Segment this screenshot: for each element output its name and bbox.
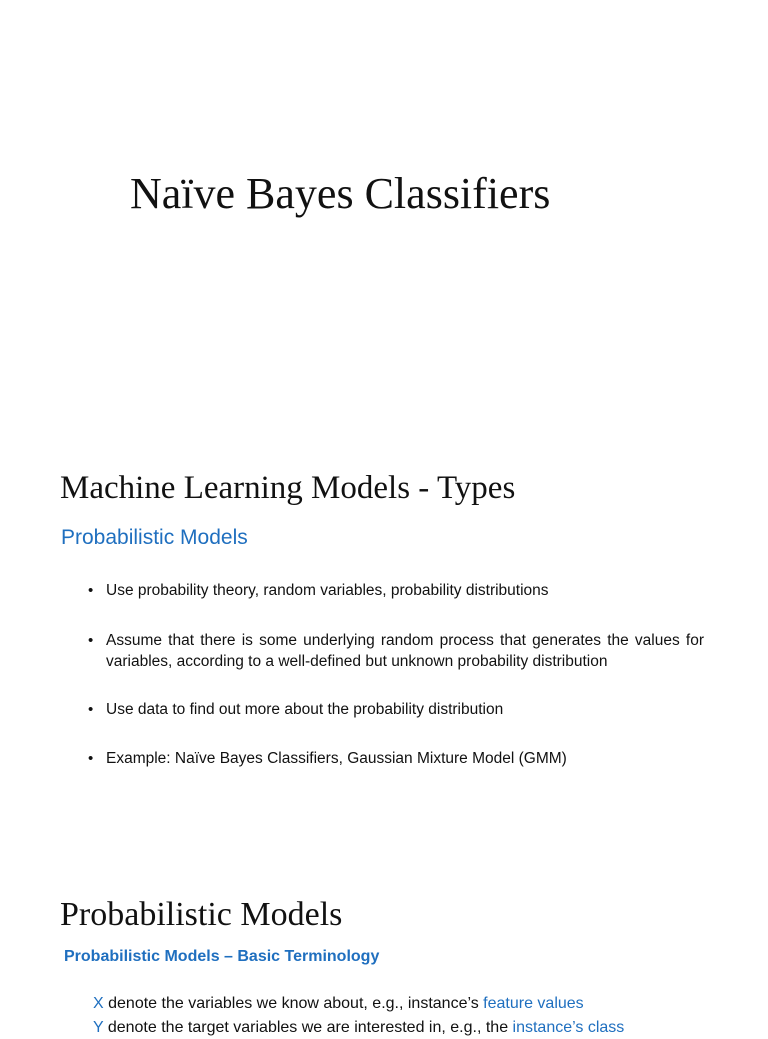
bullet-text: Use probability theory, random variables, probability distributions xyxy=(106,582,549,599)
slide-heading: Probabilistic Models xyxy=(60,896,343,933)
bullet-item xyxy=(88,699,704,720)
terminology-line-y xyxy=(93,1017,624,1039)
terminology-highlight: feature values xyxy=(483,995,584,1012)
slide-probabilistic-models xyxy=(0,864,768,1036)
bullet-item xyxy=(88,580,704,601)
bullet-icon: • xyxy=(88,582,94,599)
terminology-line-x xyxy=(93,993,584,1015)
terminology-text: denote the target variables we are interested in, e.g., the xyxy=(103,1019,513,1036)
variable-symbol: X xyxy=(93,995,104,1012)
bullet-text: Example: Naïve Bayes Classifiers, Gaussian Mixture Model (GMM) xyxy=(106,750,567,767)
terminology-text: denote the variables we know about, e.g., instance’s xyxy=(103,995,484,1012)
section-subtitle: Probabilistic Models – Basic Terminology xyxy=(64,948,380,965)
bullet-item xyxy=(88,630,704,672)
bullet-text: Use data to find out more about the probability distribution xyxy=(106,701,504,718)
slide-title xyxy=(0,0,768,432)
section-subtitle: Probabilistic Models xyxy=(61,526,248,549)
slide-ml-model-types xyxy=(0,432,768,864)
bullet-item xyxy=(88,748,704,769)
bullet-icon: • xyxy=(88,701,94,718)
bullet-list xyxy=(88,580,704,798)
bullet-text: Assume that there is some underlying random process that generates the values for variables, according to a well-defined but unknown probability distribution xyxy=(106,632,704,670)
bullet-icon: • xyxy=(88,632,94,649)
variable-symbol: Y xyxy=(93,1019,104,1036)
presentation-title: Naïve Bayes Classifiers xyxy=(130,169,551,218)
terminology-highlight: instance’s class xyxy=(512,1019,625,1036)
bullet-icon: • xyxy=(88,750,94,767)
slide-heading: Machine Learning Models - Types xyxy=(60,470,516,506)
